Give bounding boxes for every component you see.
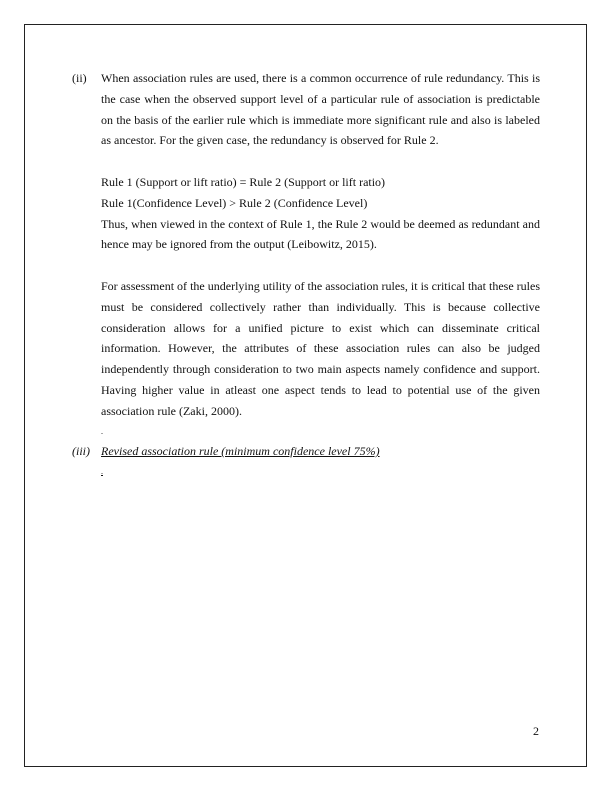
section-ii-body: [101, 68, 540, 442]
rule-line-1: Rule 1 (Support or lift ratio) = Rule 2 (Support or lift ratio): [101, 174, 386, 189]
section-iii-heading: Revised association rule (minimum confidence level 75%): [101, 444, 380, 458]
paragraph-conclusion: Thus, when viewed in the context of Rule 1, the Rule 2 would be deemed as redundant and hence may be ignored from the output (Leibowitz, 2015).: [101, 216, 540, 252]
section-ii-label: (ii): [72, 71, 87, 85]
section-iii-body: [101, 441, 540, 483]
dot-marker: .: [101, 466, 103, 476]
page-number: 2: [533, 724, 539, 738]
rule-line-2: Rule 1(Confidence Level) > Rule 2 (Confidence Level): [101, 195, 368, 210]
paragraph-assessment: For assessment of the underlying utility of the association rules, it is critical that these rules must be considered collectively rather than individually. This is because collective consideration allows for a unified picture to exist which can disseminate critical information. However, the attributes of these association rules can also be judged independently through consideration to two main aspects namely confidence and support. Having higher value in atleast one aspect tends to lead to potential use of the given association rule (Zaki, 2000).: [101, 278, 540, 418]
paragraph-redundancy: When association rules are used, there is a common occurrence of rule redundancy. This is the case when the observed support level of a particular rule of association is predictable on the basis of the earlier rule which is immediate more significant rule and also is labeled as ancestor. For the given case, the redundancy is observed for Rule 2.: [101, 71, 540, 148]
dot-marker: .: [101, 426, 103, 436]
section-iii-label: (iii): [72, 444, 90, 458]
